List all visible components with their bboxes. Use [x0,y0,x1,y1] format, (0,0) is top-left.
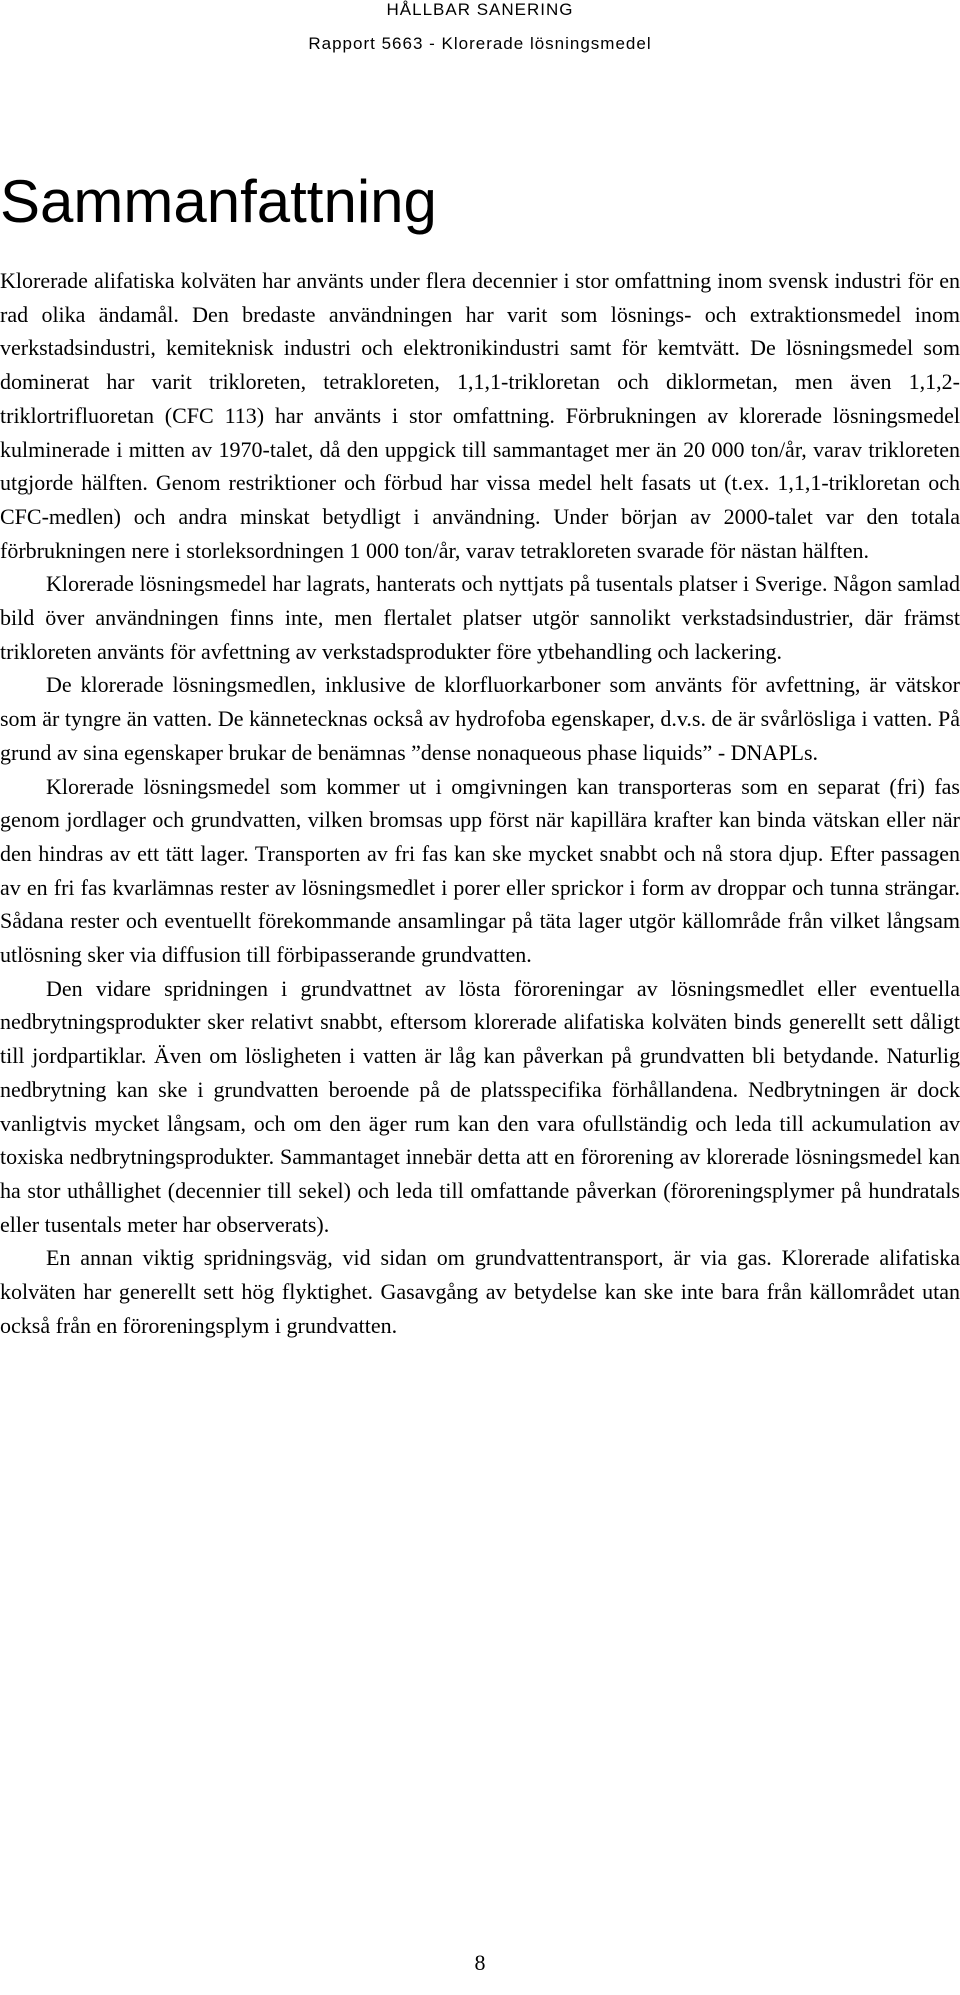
running-header-report: Rapport 5663 - Klorerade lösningsmedel [308,34,652,53]
paragraph: Den vidare spridningen i grundvattnet av lösta föroreningar av lösningsmedlet eller eventuella nedbrytningsprodukter sker relativt snabbt, eftersom klorerade alifatiska kolväten binds generellt sett dåligt till jordpartiklar. Även om lösligheten i vatten är låg kan påverkan på grundvatten bli betydande. Naturlig nedbrytning kan ske i grundvatten beroende på de platsspecifika förhållandena. Nedbrytningen är dock vanligtvis mycket långsam, och om den äger rum kan den vara ofullständig och leda till ackumulation av toxiska nedbrytningsprodukter. Sammantaget innebär detta att en förorening av klorerade lösningsmedel kan ha stor uthållighet (decennier till sekel) och leda till omfattande påverkan (föroreningsplymer på hundratals eller tusentals meter har observerats). [0,975,960,1237]
paragraph: Klorerade alifatiska kolväten har använts under flera decennier i stor omfattning inom svensk industri för en rad olika ändamål. Den bredaste användningen har varit som lösnings- och extraktionsmedel inom verkstadsindustri, kemiteknisk industri och elektronikindustri samt för kemtvätt. De lösningsmedel som dominerat har varit trikloreten, tetrakloreten, 1,1,1-trikloretan och diklormetan, men även 1,1,2-triklortrifluoretan (CFC 113) har använts i stor omfattning. Förbrukningen av klorerade lösningsmedel kulminerade i mitten av 1970-talet, då den uppgick till sammantaget mer än 20 000 ton/år, varav trikloreten utgjorde hälften. Genom restriktioner och förbud har vissa medel helt fasats ut (t.ex. 1,1,1-trikloretan och CFC-medlen) och andra minskat betydligt i användning. Under början av 2000-talet var den totala förbrukningen nere i storleksordningen 1 000 ton/år, varav tetrakloreten svarade för nästan hälften. [0,268,960,563]
body-text [0,264,960,1343]
paragraph: En annan viktig spridningsväg, vid sidan om grundvattentransport, är via gas. Klorerade alifatiska kolväten har generellt sett hög flyktighet. Gasavgång av betydelse kan ske inte bara från källområdet utan också från en föroreningsplym i grundvatten. [0,1245,960,1338]
page-title: Sammanfattning [0,168,437,235]
running-header-title: HÅLLBAR SANERING [386,0,574,19]
paragraph: Klorerade lösningsmedel som kommer ut i omgivningen kan transporteras som en separat (fri) fas genom jordlager och grundvatten, vilken bromsas upp först när kapillära krafter kan binda vätskan eller när den hindras av ett tätt lager. Transporten av fri fas kan ske mycket snabbt och nå stora djup. Efter passagen av en fri fas kvarlämnas rester av lösningsmedlet i porer eller sprickor i form av droppar och tunna strängar. Sådana rester och eventuellt förekommande ansamlingar på täta lager utgör källområde från vilket långsam utlösning sker via diffusion till förbipasserande grundvatten. [0,773,960,968]
paragraph: De klorerade lösningsmedlen, inklusive de klorfluorkarboner som använts för avfettning, är vätskor som är tyngre än vatten. De kännetecknas också av hydrofoba egenskaper, d.v.s. de är svårlösliga i vatten. På grund av sina egenskaper brukar de benämnas ”dense nonaqueous phase liquids” - DNAPLs. [0,672,960,765]
paragraph: Klorerade lösningsmedel har lagrats, hanterats och nyttjats på tusentals platser i Sverige. Någon samlad bild över användningen finns inte, men flertalet platser utgör sannolikt verkstadsindustrier, där främst trikloreten använts för avfettning av verkstadsprodukter före ytbehandling och lackering. [0,571,960,664]
page-number: 8 [474,1950,486,1975]
